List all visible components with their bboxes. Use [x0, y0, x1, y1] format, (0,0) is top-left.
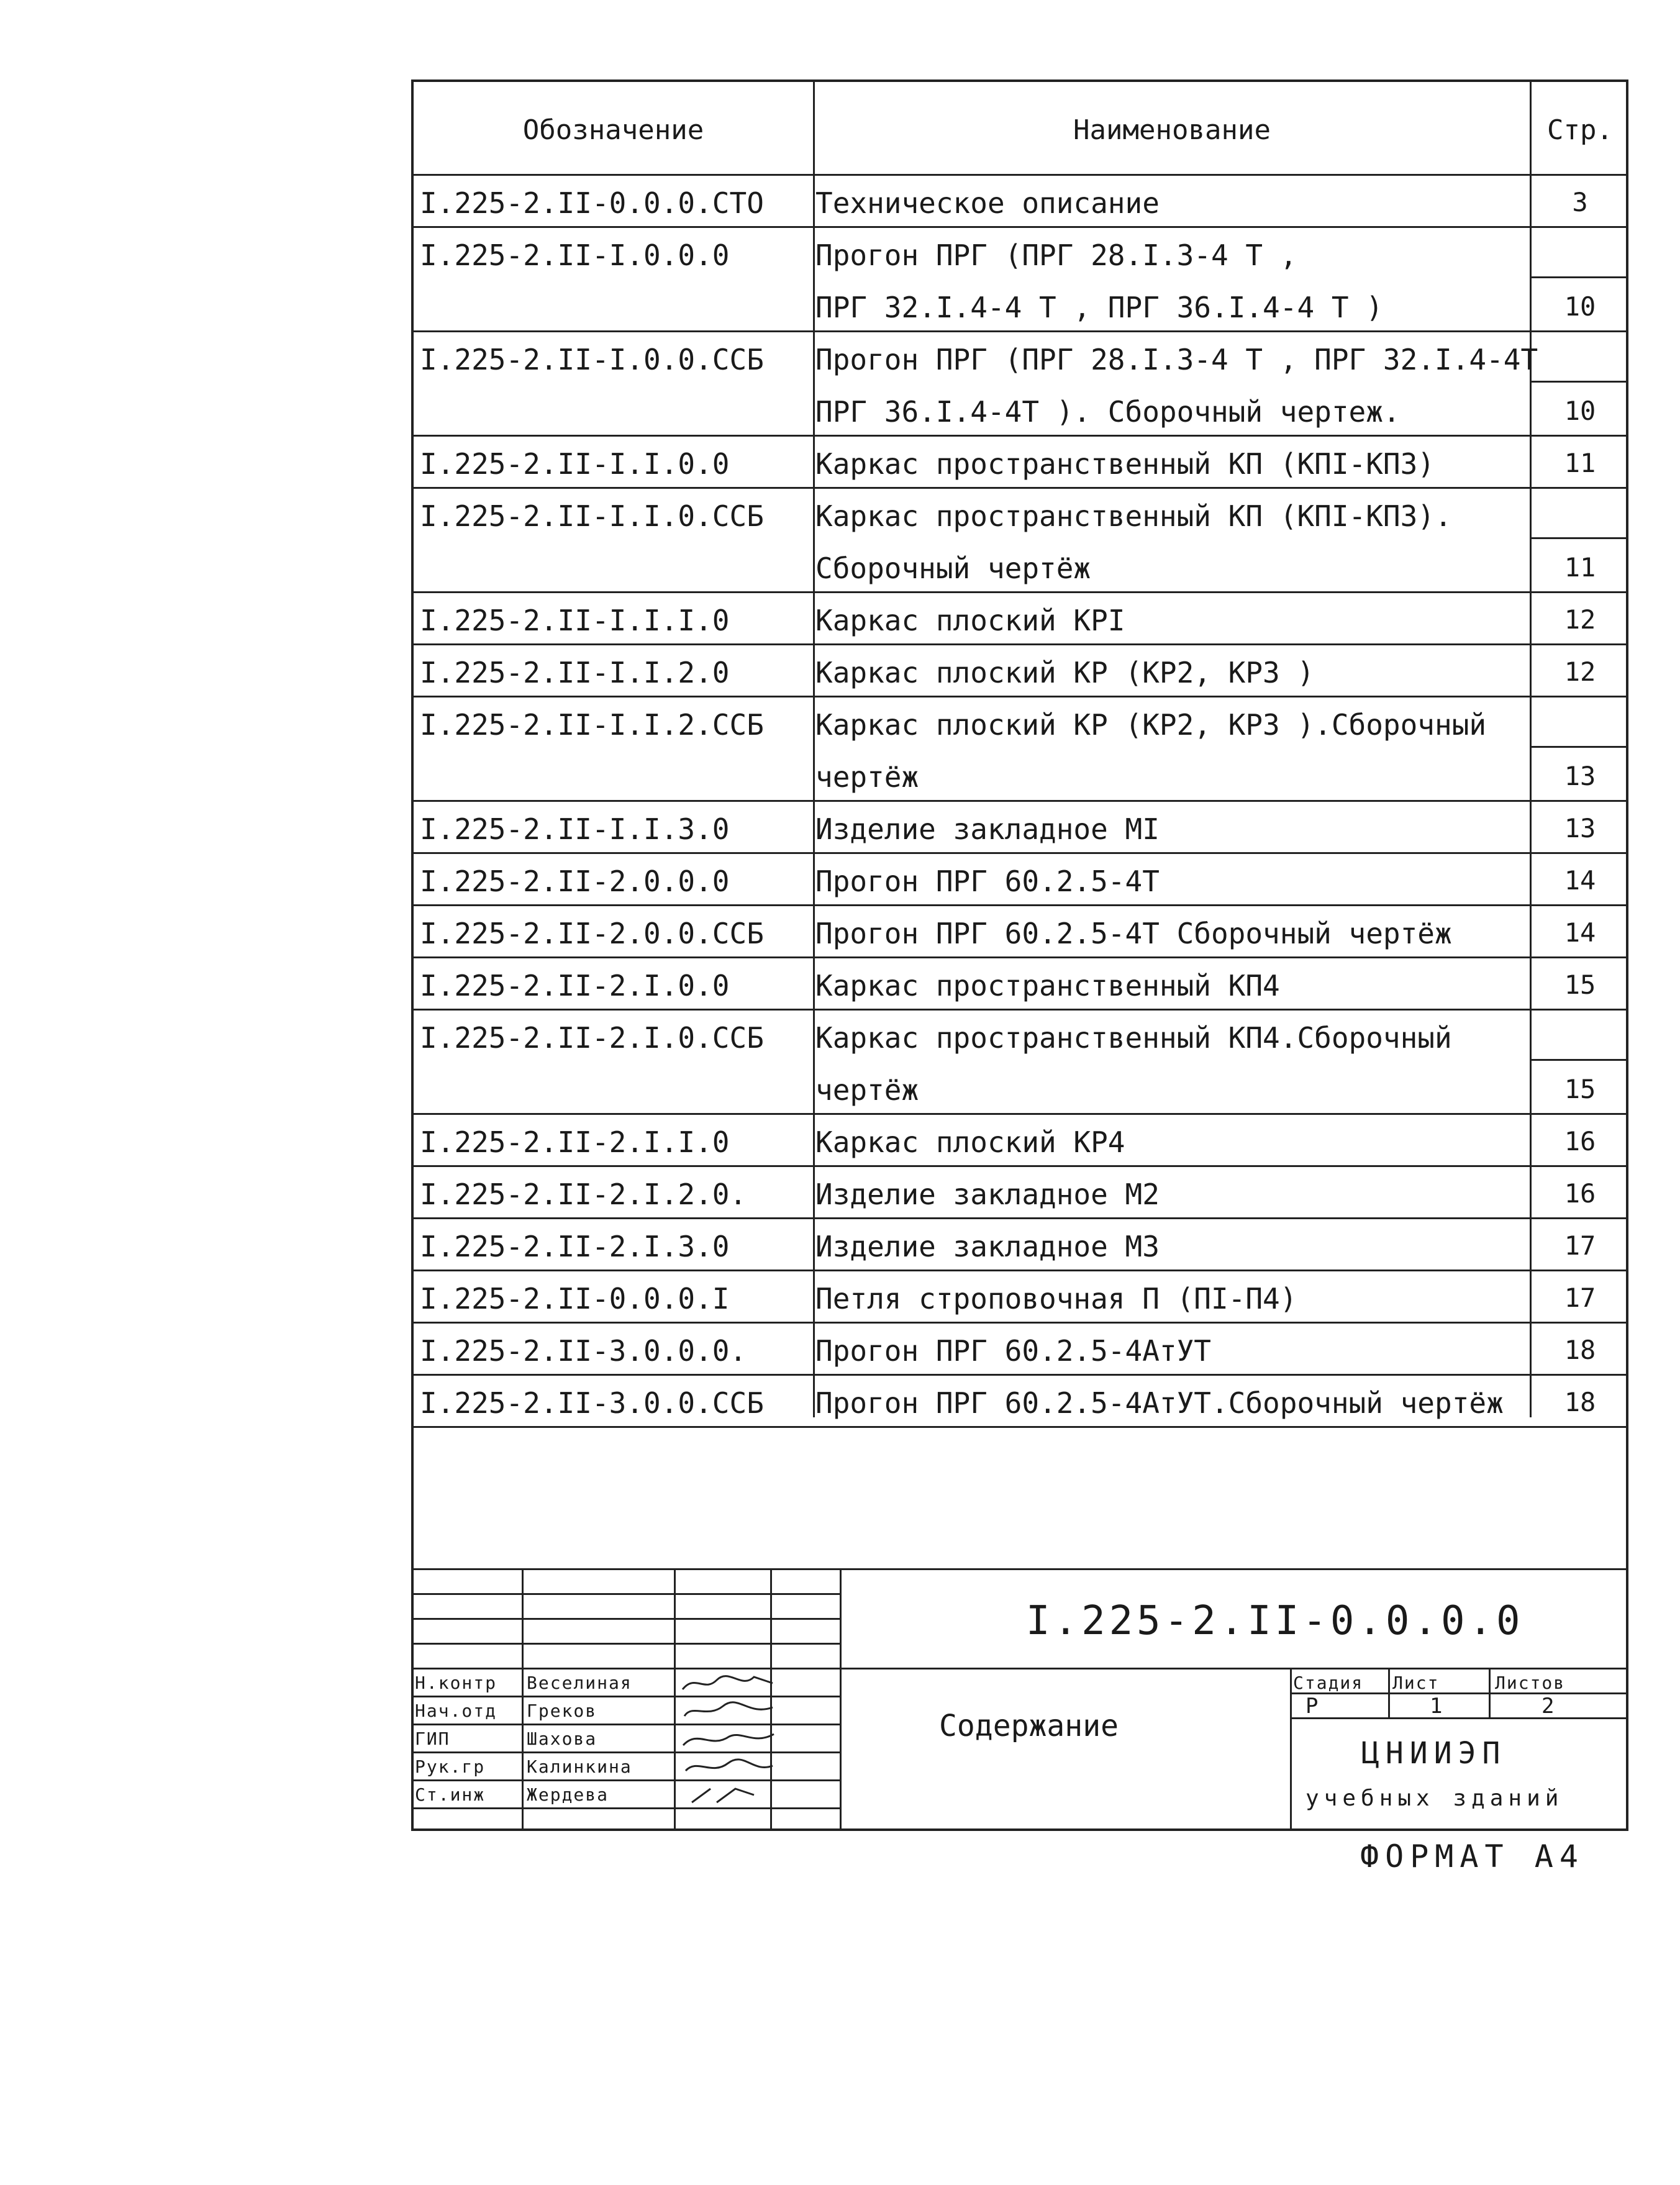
sig-name: Шахова [527, 1728, 597, 1749]
row-name: Сборочный чертёж [815, 552, 1091, 585]
row-code: I.225-2.II-2.0.0.ССБ [420, 917, 764, 950]
format-label: ФОРМАТ А4 [1360, 1838, 1584, 1874]
sig-name: Жердева [527, 1784, 609, 1805]
table-row [414, 1270, 1626, 1324]
table-row [414, 1217, 1626, 1271]
row-code: I.225-2.II-3.0.0.0. [420, 1334, 747, 1368]
grid-line [411, 1618, 840, 1620]
header-page: Стр. [1547, 114, 1613, 146]
signature-scribble [679, 1783, 779, 1807]
header-code: Обозначение [522, 114, 704, 146]
document-title: Содержание [939, 1709, 1119, 1743]
row-code: I.225-2.II-2.I.0.0 [420, 969, 730, 1002]
row-name: Петля строповочная П (ПI-П4) [815, 1282, 1297, 1315]
sheets-label: Листов [1495, 1673, 1566, 1693]
signature-scribble [679, 1755, 779, 1779]
signature-scribble [679, 1671, 779, 1696]
row-name: Прогон ПРГ 60.2.5-4Т Сборочный чертёж [815, 917, 1452, 950]
table-row [414, 852, 1626, 906]
row-name: Прогон ПРГ (ПРГ 28.I.3-4 Т , ПРГ 32.I.4-4Т [815, 343, 1538, 376]
row-code: I.225-2.II-I.I.I.0 [420, 604, 730, 637]
row-code: I.225-2.II-I.I.0.0 [420, 447, 730, 481]
row-code: I.225-2.II-I.0.0.0 [420, 238, 730, 272]
row-page: 15 [1564, 970, 1596, 1000]
table-row [414, 174, 1626, 228]
row-name: Каркас плоский КР (КР2, КР3 ) [815, 656, 1315, 689]
grid-line [674, 1568, 676, 1831]
row-name: Каркас пространственный КП (КПI-КП3) [815, 447, 1435, 481]
grid-line [1489, 1668, 1491, 1717]
row-page: 10 [1564, 291, 1596, 322]
sig-name: Веселиная [527, 1673, 632, 1693]
grid-line [411, 1643, 840, 1645]
row-name: Прогон ПРГ 60.2.5-4АтУТ [815, 1334, 1211, 1368]
stage-value: Р [1305, 1694, 1319, 1719]
row-name: Прогон ПРГ 60.2.5-4АтУТ.Сборочный чертёж [815, 1386, 1504, 1420]
grid-line [1290, 1717, 1628, 1719]
row-code: I.225-2.II-2.I.I.0 [420, 1125, 730, 1159]
row-name: чертёж [815, 1073, 919, 1107]
table-row [414, 1009, 1626, 1061]
row-page: 10 [1564, 396, 1596, 426]
row-name: чертёж [815, 760, 919, 794]
table-row [414, 591, 1626, 645]
row-code: I.225-2.II-2.I.0.ССБ [420, 1021, 764, 1055]
table-row [414, 904, 1626, 958]
title-block-divider [840, 1668, 1628, 1669]
sheets-value: 2 [1542, 1694, 1555, 1719]
sig-role: Н.контр [415, 1673, 497, 1693]
row-name: Каркас пространственный КП4 [815, 969, 1280, 1002]
row-page: 11 [1564, 552, 1596, 583]
sig-role: Рук.гр [415, 1756, 486, 1777]
row-code: I.225-2.II-2.0.0.0 [420, 865, 730, 898]
row-name: Каркас пространственный КП (КПI-КП3). [815, 499, 1452, 533]
grid-line [411, 1696, 840, 1697]
table-row [414, 643, 1626, 697]
row-name: Каркас плоский КРI [815, 604, 1125, 637]
organization-subtitle: учебных зданий [1305, 1786, 1564, 1811]
row-name: Прогон ПРГ (ПРГ 28.I.3-4 Т , [815, 238, 1297, 272]
stage-label: Стадия [1293, 1673, 1364, 1693]
row-name: Изделие закладное М2 [815, 1178, 1160, 1211]
row-page: 17 [1564, 1283, 1596, 1313]
table-row [414, 539, 1626, 593]
row-page: 11 [1564, 448, 1596, 478]
grid-line [411, 1751, 840, 1753]
table-row [414, 1061, 1626, 1115]
table-row [414, 435, 1626, 489]
title-block-border [411, 1568, 1628, 1570]
row-page: 3 [1572, 187, 1588, 217]
table-row [414, 1113, 1626, 1167]
sig-role: Нач.отд [415, 1701, 497, 1721]
organization-name: ЦНИИЭП [1361, 1736, 1507, 1771]
grid-line [411, 1593, 840, 1595]
signature-scribble [679, 1699, 779, 1724]
row-code: I.225-2.II-I.I.2.ССБ [420, 708, 764, 742]
row-page: 17 [1564, 1230, 1596, 1261]
table-row [414, 383, 1626, 437]
document-code: I.225-2.II-0.0.0.0 [1026, 1598, 1524, 1644]
row-code: I.225-2.II-2.I.2.0. [420, 1178, 747, 1211]
header-name: Наименование [1073, 114, 1271, 146]
row-name: Каркас пространственный КП4.Сборочный [815, 1021, 1452, 1055]
table-row [414, 330, 1626, 383]
grid-line [411, 1779, 840, 1781]
sheet-label: Лист [1392, 1673, 1440, 1693]
title-block [411, 1568, 1628, 1831]
row-name: ПРГ 32.I.4-4 Т , ПРГ 36.I.4-4 Т ) [815, 291, 1383, 324]
sig-role: Ст.инж [415, 1784, 486, 1805]
grid-line [411, 1668, 840, 1669]
sig-name: Греков [527, 1701, 597, 1721]
row-page: 13 [1564, 813, 1596, 843]
row-page: 18 [1564, 1387, 1596, 1417]
table-row [414, 800, 1626, 854]
row-code: I.225-2.II-I.I.2.0 [420, 656, 730, 689]
row-page: 12 [1564, 604, 1596, 635]
table-row [414, 1165, 1626, 1219]
grid-line [411, 1724, 840, 1725]
grid-line [840, 1568, 842, 1831]
row-name: Каркас плоский КР4 [815, 1125, 1125, 1159]
row-code: I.225-2.II-I.I.0.ССБ [420, 499, 764, 533]
row-code: I.225-2.II-3.0.0.ССБ [420, 1386, 764, 1420]
sig-name: Калинкина [527, 1756, 632, 1777]
row-code: I.225-2.II-2.I.3.0 [420, 1230, 730, 1263]
table-row [414, 1322, 1626, 1376]
table-row [414, 696, 1626, 748]
table-row [414, 956, 1626, 1011]
row-page: 12 [1564, 656, 1596, 687]
table-row [414, 487, 1626, 539]
row-name: Изделие закладное МI [815, 812, 1160, 846]
row-page: 16 [1564, 1126, 1596, 1156]
grid-line [522, 1568, 524, 1831]
row-code: I.225-2.II-0.0.0.СТО [420, 186, 764, 220]
row-page: 13 [1564, 761, 1596, 791]
grid-line [411, 1807, 840, 1809]
row-code: I.225-2.II-I.I.3.0 [420, 812, 730, 846]
sheet-value: 1 [1430, 1694, 1443, 1719]
table-row [414, 748, 1626, 802]
row-name: Изделие закладное М3 [815, 1230, 1160, 1263]
row-page: 14 [1564, 917, 1596, 948]
table-row [414, 278, 1626, 332]
row-name: Прогон ПРГ 60.2.5-4Т [815, 865, 1160, 898]
row-page: 15 [1564, 1074, 1596, 1104]
row-name: Каркас плоский КР (КР2, КР3 ).Сборочный [815, 708, 1487, 742]
table-row [414, 1374, 1626, 1428]
signature-scribble [679, 1727, 779, 1751]
grid-line [1388, 1668, 1390, 1717]
sig-role: ГИП [415, 1728, 450, 1749]
row-name: Техническое описание [815, 186, 1160, 220]
row-page: 18 [1564, 1335, 1596, 1365]
row-name: ПРГ 36.I.4-4Т ). Сборочный чертеж. [815, 395, 1401, 429]
row-code: I.225-2.II-I.0.0.ССБ [420, 343, 764, 376]
row-code: I.225-2.II-0.0.0.I [420, 1282, 730, 1315]
table-row [414, 226, 1626, 278]
row-page: 16 [1564, 1178, 1596, 1209]
row-page: 14 [1564, 865, 1596, 896]
